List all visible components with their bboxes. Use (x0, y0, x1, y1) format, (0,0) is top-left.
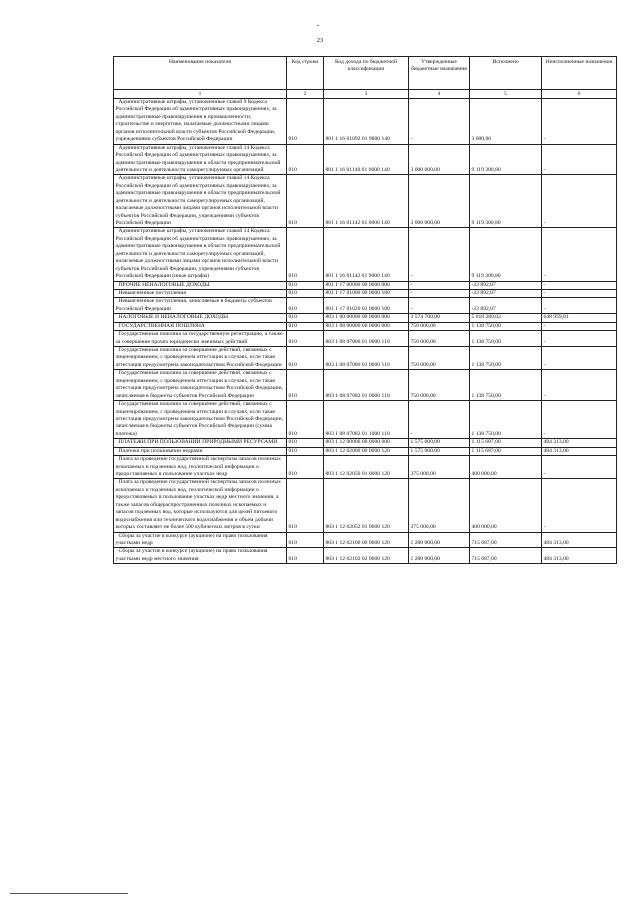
column-number: 3 (324, 90, 409, 99)
executed-amount: 1 115 687,00 (470, 447, 542, 455)
executed-amount: 400 000,00 (470, 479, 542, 532)
income-code: 803 1 12 02100 00 0000 120 (324, 532, 409, 548)
header-executed: Исполнено (470, 57, 542, 90)
approved-amount: 3 000 000,00 (409, 144, 470, 175)
indicator-name: Административные штрафы, установленные главой 14 Кодекса Российской Федерации об административных правонарушениях, за административные правонарушения в области предпринимательской деятельности и деятельности саморегулируемых организаций (114, 144, 287, 175)
table-row (114, 281, 617, 289)
approved-amount: 3 574 700,00 (409, 314, 470, 322)
income-code: 803 1 08 07082 01 1000 110 (324, 401, 409, 439)
header-unexecuted: Неисполненные назначения (542, 57, 617, 90)
approved-amount: 1 200 000,00 (409, 548, 470, 564)
line-code: 010 (287, 532, 324, 548)
approved-amount: 1 575 000,00 (409, 447, 470, 455)
indicator-name: Государственная пошлина за государственную регистрацию, а также за совершение прочих юридически значимых действий (114, 331, 287, 347)
indicator-name: ГОСУДАРСТВЕННАЯ ПОШЛИНА (114, 322, 287, 330)
approved-amount: 3 000 000,00 (409, 175, 470, 228)
table-row (114, 347, 617, 370)
table-row (114, 99, 617, 145)
line-code: 010 (287, 281, 324, 289)
indicator-name: Сборы за участие в конкурсе (аукционе) на право пользования участками недр (114, 532, 287, 548)
line-code: 010 (287, 322, 324, 330)
approved-amount: - (409, 281, 470, 289)
income-code: 803 1 08 07082 01 0000 110 (324, 370, 409, 401)
approved-amount: - (409, 99, 470, 145)
page-number: 23 (316, 37, 324, 44)
scan-mark (317, 25, 319, 26)
unexecuted-amount: - (542, 228, 617, 281)
line-code: 010 (287, 347, 324, 370)
indicator-name: Административные штрафы, установленные главой 9 Кодекса Российской Федерации об административных правонарушениях, за административные правонарушения в промышленности, строительстве и энергетике, налагаемые должностными лицами органов исполнительной власти субъектов Российской Федерации, учреждениями субъектов Российской Федерации (114, 99, 287, 145)
executed-amount: 1 115 687,00 (470, 439, 542, 447)
unexecuted-amount: - (542, 347, 617, 370)
executed-amount: 9 119 300,80 (470, 144, 542, 175)
indicator-name: Сборы за участие в конкурсе (аукционе) на право пользования участками недр местного значения (114, 548, 287, 564)
header-line-code: Код строки (287, 57, 324, 90)
table-row (114, 447, 617, 455)
indicator-name: Государственная пошлина за совершение действий, связанных с лицензированием, с проведением аттестации в случаях, если такая аттестация предусмотрена законодательством Российской Федерации, зачисляемая в бюджеты субъектов Российской Федерации (114, 370, 287, 401)
executed-amount: 715 687,00 (470, 548, 542, 564)
table-row (114, 370, 617, 401)
income-code: 803 1 08 07000 01 0000 110 (324, 331, 409, 347)
line-code: 010 (287, 370, 324, 401)
table-row (114, 532, 617, 548)
indicator-name: Административные штрафы, установленные главой 14 Кодекса Российской Федерации об административных правонарушениях, за административные правонарушения в области предпринимательской деятельности и деятельности саморегулируемых организаций, налагаемые должностными лицами органов исполнительной власти субъектов Российской Федерации, учреждениями субъектов Российской Федерации (иные штрафы) (114, 228, 287, 281)
table-row (114, 298, 617, 314)
unexecuted-amount: - (542, 144, 617, 175)
table-row (114, 228, 617, 281)
approved-amount: - (409, 289, 470, 297)
income-code: 803 1 12 02000 00 0000 120 (324, 447, 409, 455)
executed-amount: -23 892,07 (470, 298, 542, 314)
executed-amount: 1 138 750,00 (470, 331, 542, 347)
line-code: 010 (287, 175, 324, 228)
unexecuted-amount: 484 313,00 (542, 447, 617, 455)
column-number: 2 (287, 90, 324, 99)
unexecuted-amount: - (542, 289, 617, 297)
column-number: 6 (542, 90, 617, 99)
table-row (114, 439, 617, 447)
line-code: 010 (287, 456, 324, 479)
income-code: 803 1 12 02052 01 0000 120 (324, 479, 409, 532)
executed-amount: 5 018 280,02 (470, 314, 542, 322)
unexecuted-amount: - (542, 401, 617, 439)
column-number: 1 (114, 90, 287, 99)
indicator-name: Государственная пошлина за совершение действий, связанных с лицензированием, с проведением аттестации в случаях, если такая аттестация предусмотрена законодательством Российской Федерации (114, 347, 287, 370)
line-code: 010 (287, 331, 324, 347)
unexecuted-amount: - (542, 99, 617, 145)
table-row (114, 401, 617, 439)
indicator-name: Плата за проведение государственной экспертизы запасов полезных ископаемых и подземных вод, геологической информации о предоставляемых в пользование участках недр местного значения, а также запасов общераспространенных полезных ископаемых и запасов подземных вод, которые используются для целей питьевого водоснабжения или технического водоснабжения и объем добычи которых составляет не более 500 кубических метров в сутки (114, 479, 287, 532)
income-code: 801 1 17 01020 02 0000 180 (324, 298, 409, 314)
indicator-name: Платежи при пользовании недрами (114, 447, 287, 455)
unexecuted-amount: - (542, 322, 617, 330)
table-row (114, 144, 617, 175)
unexecuted-amount: - (542, 479, 617, 532)
line-code: 010 (287, 144, 324, 175)
approved-amount: 1 200 000,00 (409, 532, 470, 548)
approved-amount: - (409, 228, 470, 281)
income-code: 803 1 12 02102 02 0000 120 (324, 548, 409, 564)
income-code: 803 1 12 02050 01 0000 120 (324, 456, 409, 479)
unexecuted-amount: 484 313,00 (542, 548, 617, 564)
table-body (114, 90, 617, 564)
unexecuted-amount: - (542, 281, 617, 289)
table-row (114, 289, 617, 297)
executed-amount: -23 892,07 (470, 281, 542, 289)
income-code: 803 1 08 07080 01 0000 110 (324, 347, 409, 370)
line-code: 010 (287, 548, 324, 564)
column-number: 5 (470, 90, 542, 99)
unexecuted-amount: - (542, 370, 617, 401)
executed-amount: 1 138 750,00 (470, 370, 542, 401)
approved-amount: 375 000,00 (409, 456, 470, 479)
line-code: 010 (287, 401, 324, 439)
executed-amount: -23 892,07 (470, 289, 542, 297)
line-code: 010 (287, 439, 324, 447)
executed-amount: 9 119 300,80 (470, 175, 542, 228)
line-code: 010 (287, 314, 324, 322)
income-code: 801 1 17 00000 00 0000 000 (324, 281, 409, 289)
income-code: 801 1 16 01140 01 0000 140 (324, 144, 409, 175)
footnote-separator (10, 893, 128, 894)
indicator-name: Невыясненные поступления, зачисляемые в бюджеты субъектов Российской Федерации (114, 298, 287, 314)
income-code: 803 1 12 00000 00 0000 000 (324, 439, 409, 447)
indicator-name: Плата за проведение государственной экспертизы запасов полезных ископаемых и подземных вод, геологической информации о предоставляемых в пользование участках недр (114, 456, 287, 479)
executed-amount: 9 119 300,80 (470, 228, 542, 281)
indicator-name: ПРОЧИЕ НЕНАЛОГОВЫЕ ДОХОДЫ (114, 281, 287, 289)
income-code: 803 1 08 00000 00 0000 000 (324, 322, 409, 330)
executed-amount: 1 138 750,00 (470, 347, 542, 370)
line-code: 010 (287, 228, 324, 281)
table-header-row (114, 57, 617, 90)
unexecuted-amount: - (542, 456, 617, 479)
header-indicator-name: Наименование показателя (114, 57, 287, 90)
unexecuted-amount: - (542, 175, 617, 228)
indicator-name: Государственная пошлина за совершение действий, связанных с лицензированием, с проведением аттестации в случаях, если такая аттестация предусмотрена законодательством Российской Федерации, зачисляемая в бюджеты субъектов Российской Федерации (сумма платежа) (114, 401, 287, 439)
budget-execution-table (113, 56, 617, 564)
income-code: 803 1 00 00000 00 0000 000 (324, 314, 409, 322)
unexecuted-amount: 648 959,81 (542, 314, 617, 322)
header-income-code: Код дохода по бюджетной классификации (324, 57, 409, 90)
unexecuted-amount: 484 313,00 (542, 439, 617, 447)
unexecuted-amount: - (542, 298, 617, 314)
approved-amount: 375 000,00 (409, 479, 470, 532)
income-code: 801 1 17 01000 00 0000 180 (324, 289, 409, 297)
table-row (114, 322, 617, 330)
approved-amount: 750 000,00 (409, 322, 470, 330)
income-code: 801 1 16 01142 01 9000 140 (324, 228, 409, 281)
table-row (114, 548, 617, 564)
line-code: 010 (287, 298, 324, 314)
executed-amount: 3 000,00 (470, 99, 542, 145)
income-code: 801 1 16 01142 01 0000 140 (324, 175, 409, 228)
column-number: 4 (409, 90, 470, 99)
unexecuted-amount: 484 313,00 (542, 532, 617, 548)
table-row (114, 479, 617, 532)
executed-amount: 400 000,00 (470, 456, 542, 479)
indicator-name: ПЛАТЕЖИ ПРИ ПОЛЬЗОВАНИИ ПРИРОДНЫМИ РЕСУРСАМИ (114, 439, 287, 447)
indicator-name: НАЛОГОВЫЕ И НЕНАЛОГОВЫЕ ДОХОДЫ (114, 314, 287, 322)
line-code: 010 (287, 479, 324, 532)
table-row (114, 456, 617, 479)
unexecuted-amount: - (542, 331, 617, 347)
line-code: 010 (287, 447, 324, 455)
approved-amount: 750 000,00 (409, 370, 470, 401)
approved-amount: - (409, 298, 470, 314)
table-row (114, 175, 617, 228)
column-number-row (114, 90, 617, 99)
indicator-name: Административные штрафы, установленные главой 14 Кодекса Российской Федерации об административных правонарушениях, за административные правонарушения в области предпринимательской деятельности и деятельности саморегулируемых организаций, налагаемые должностными лицами органов исполнительной власти субъектов Российской Федерации, учреждениями субъектов Российской Федерации (114, 175, 287, 228)
line-code: 010 (287, 99, 324, 145)
executed-amount: 1 138 750,00 (470, 401, 542, 439)
line-code: 010 (287, 289, 324, 297)
executed-amount: 1 138 750,00 (470, 322, 542, 330)
approved-amount: 750 000,00 (409, 347, 470, 370)
approved-amount: 750 000,00 (409, 331, 470, 347)
approved-amount: - (409, 401, 470, 439)
table-row (114, 314, 617, 322)
income-code: 801 1 16 01092 01 9000 140 (324, 99, 409, 145)
executed-amount: 715 687,00 (470, 532, 542, 548)
approved-amount: 1 575 000,00 (409, 439, 470, 447)
indicator-name: Невыясненные поступления (114, 289, 287, 297)
table-row (114, 331, 617, 347)
header-approved: Утвержденные бюджетные назначения (409, 57, 470, 90)
